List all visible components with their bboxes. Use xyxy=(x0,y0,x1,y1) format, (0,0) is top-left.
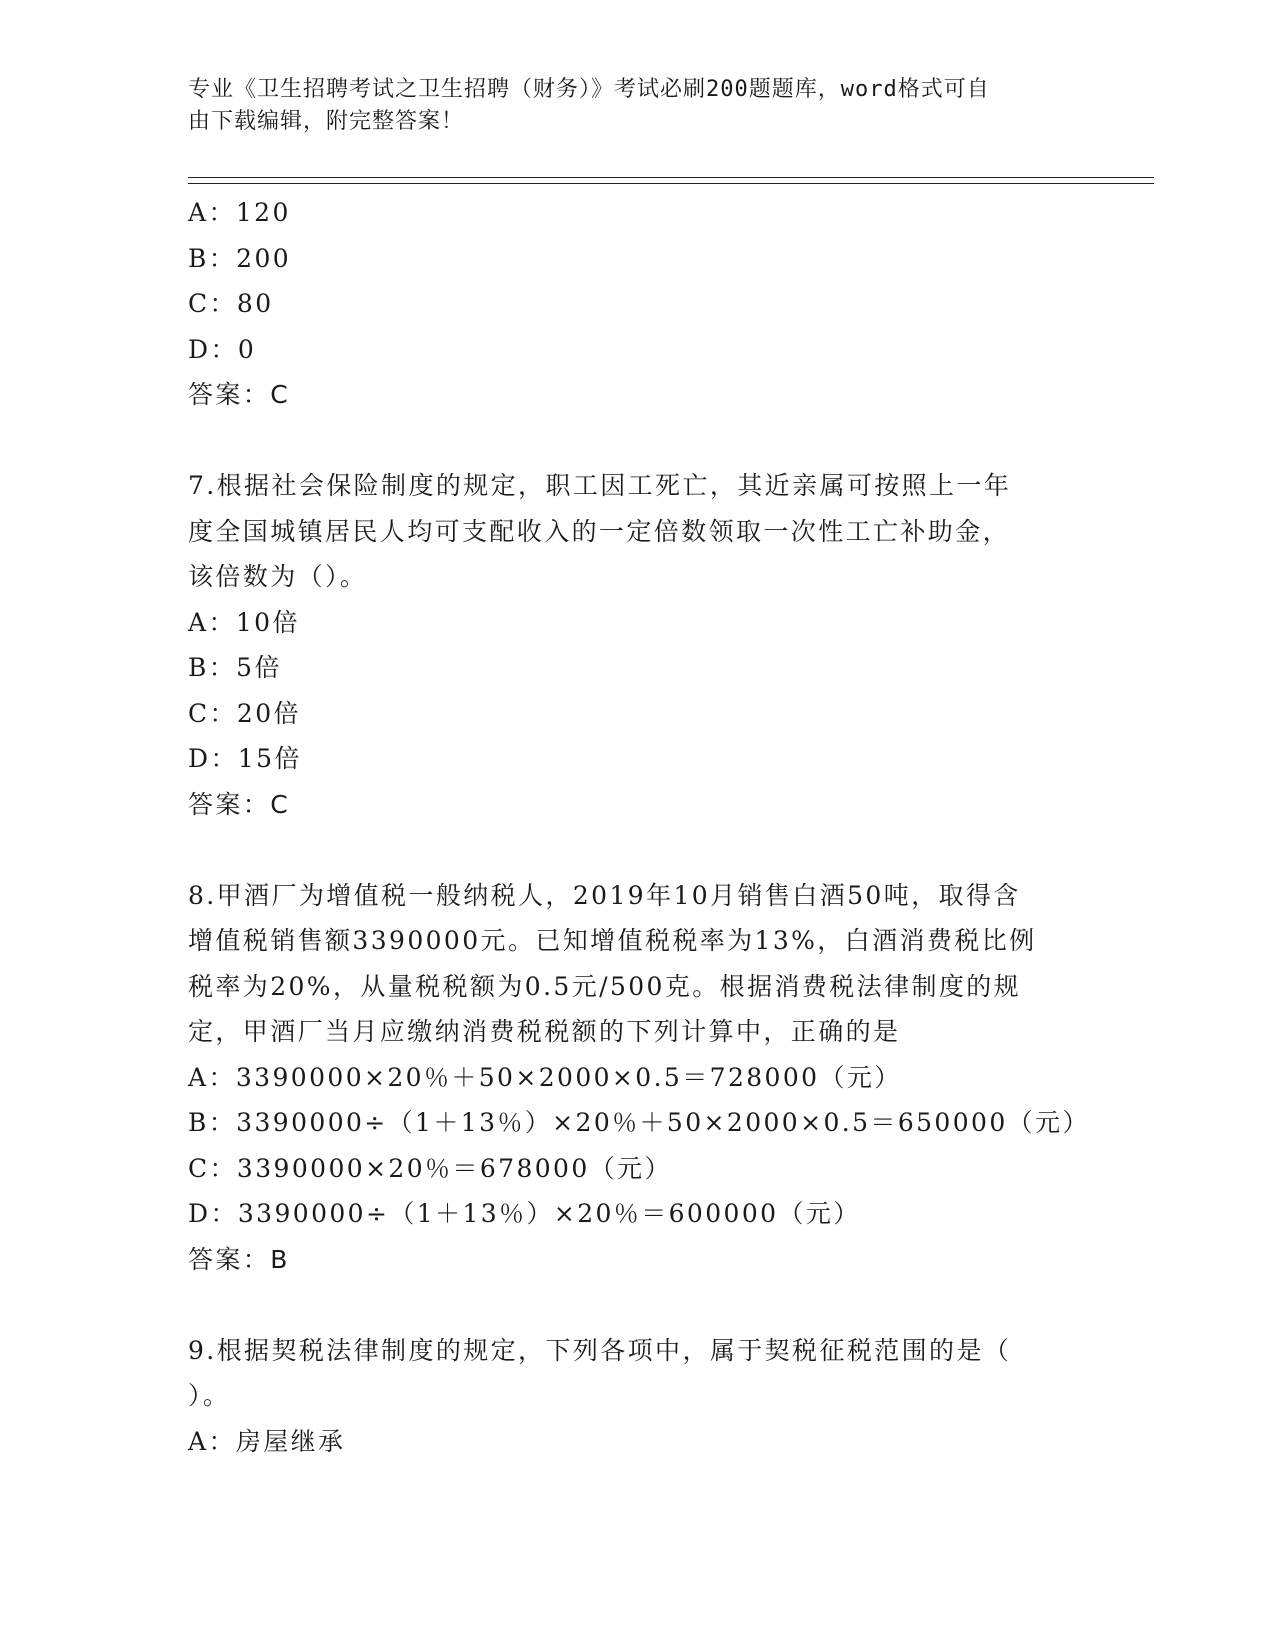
option-d: D：0 xyxy=(188,334,257,364)
spacer xyxy=(188,827,1088,873)
question-9 xyxy=(188,1328,1088,1465)
option-a: A：120 xyxy=(188,198,291,227)
question-text-line: ）。 xyxy=(188,1381,231,1410)
option-d: D：15倍 xyxy=(188,744,302,773)
option-b: B：3390000÷（1＋13％）×20％＋50×2000×0.5＝650000（元） xyxy=(188,1108,1090,1137)
question-text-line: 税率为20%，从量税税额为0.5元/500克。根据消费税法律制度的规 xyxy=(188,971,1022,1001)
question-text-line: 定，甲酒厂当月应缴纳消费税税额的下列计算中，正确的是 xyxy=(188,1017,901,1046)
option-a: A：房屋继承 xyxy=(188,1426,346,1456)
page-header xyxy=(188,74,1068,138)
question-text-line: 8.甲酒厂为增值税一般纳税人，2019年10月销售白酒50吨，取得含 xyxy=(188,880,1021,910)
question-text-line: 9.根据契税法律制度的规定，下列各项中，属于契税征税范围的是（ xyxy=(188,1335,1012,1365)
question-text-line: 度全国城镇居民人均可支配收入的一定倍数领取一次性工亡补助金， xyxy=(188,516,1011,546)
option-a: A：3390000×20％＋50×2000×0.5＝728000（元） xyxy=(188,1062,902,1092)
option-d: D：3390000÷（1＋13％）×20％＝600000（元） xyxy=(188,1199,861,1228)
answer-line: 答案：C xyxy=(188,380,291,409)
spacer xyxy=(188,418,1088,464)
option-c: C：80 xyxy=(188,289,274,318)
header-line-2: 由下载编辑，附完整答案！ xyxy=(188,109,465,134)
spacer xyxy=(188,1282,1088,1328)
option-a: A：10倍 xyxy=(188,607,300,637)
question-text-line: 该倍数为（）。 xyxy=(188,562,368,591)
question-text-line: 增值税销售额3390000元。已知增值税税率为13%，白酒消费税比例 xyxy=(188,926,1037,955)
question-7 xyxy=(188,463,1088,827)
question-6-continued xyxy=(188,190,1088,418)
option-c: C：3390000×20％＝678000（元） xyxy=(188,1153,672,1183)
answer-line: 答案：C xyxy=(188,789,291,819)
option-b: B：5倍 xyxy=(188,653,282,682)
document-body xyxy=(188,190,1088,1464)
option-c: C：20倍 xyxy=(188,698,301,728)
header-rule-top xyxy=(188,177,1154,178)
question-8 xyxy=(188,873,1088,1283)
header-line-1: 专业《卫生招聘考试之卫生招聘（财务）》考试必刷200题题库，word格式可自 xyxy=(188,77,990,102)
option-b: B：200 xyxy=(188,243,292,273)
answer-line: 答案：B xyxy=(188,1244,290,1274)
question-text-line: 7.根据社会保险制度的规定，职工因工死亡，其近亲属可按照上一年 xyxy=(188,471,1012,500)
header-rule-bottom xyxy=(188,183,1154,184)
